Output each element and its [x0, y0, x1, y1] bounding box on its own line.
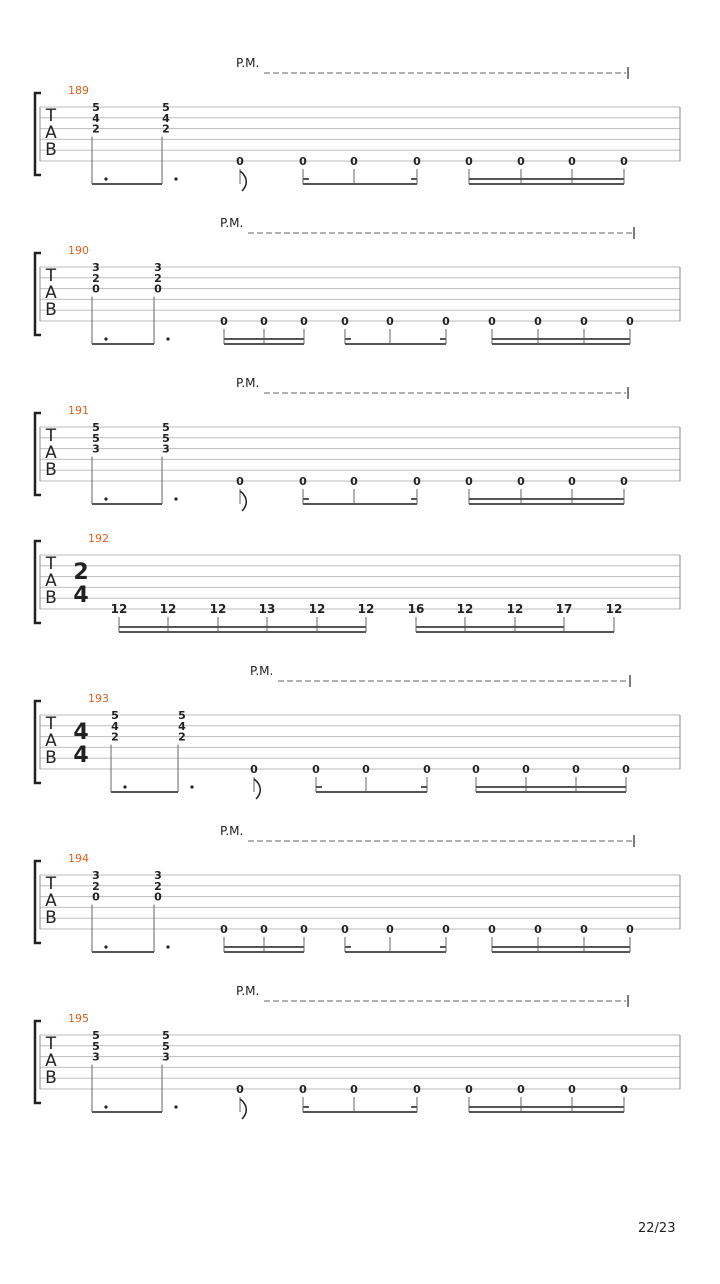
- note-fret: 0: [299, 1083, 307, 1096]
- tab-letter-a: A: [45, 891, 57, 911]
- tab-letter-b: B: [45, 588, 57, 608]
- palm-mute: [236, 376, 628, 399]
- tab-letter-b: B: [45, 140, 57, 160]
- tab-system-191: [35, 376, 680, 511]
- chord-fret: 5: [162, 1039, 170, 1053]
- measure-number: 195: [68, 1012, 89, 1025]
- tab-letter-t: T: [45, 874, 57, 894]
- eighth-flag: [240, 1099, 246, 1119]
- note: [350, 475, 358, 504]
- note-fret: 0: [299, 155, 307, 168]
- tab-letter-t: T: [45, 266, 57, 286]
- tab-system-189: [35, 56, 680, 191]
- note: [386, 923, 394, 952]
- chord-fret: 2: [92, 122, 100, 136]
- note-fret: 0: [442, 315, 450, 328]
- note: [350, 1083, 358, 1112]
- chord-fret: 3: [92, 869, 100, 882]
- palm-mute: [220, 216, 634, 239]
- chord: [92, 869, 100, 952]
- chord: [92, 1029, 100, 1112]
- palm-mute-label: P.M.: [236, 984, 260, 998]
- chord-fret: 2: [154, 879, 162, 893]
- note-fret: 0: [250, 763, 258, 776]
- note-fret: 0: [488, 315, 496, 328]
- note: [250, 763, 258, 792]
- chord-fret: 3: [162, 1050, 170, 1064]
- measure-number: 190: [68, 244, 89, 257]
- chord-fret: 5: [92, 1039, 100, 1053]
- note-fret: 0: [386, 923, 394, 936]
- chord: [162, 421, 170, 504]
- palm-mute-label: P.M.: [220, 824, 244, 838]
- note-fret: 0: [465, 475, 473, 488]
- page-number: 22/23: [638, 1221, 676, 1236]
- chord-fret: 3: [92, 442, 100, 456]
- note-fret: 12: [456, 602, 474, 616]
- tab-clef: [45, 426, 57, 480]
- dot: [166, 945, 169, 948]
- note-fret: 0: [220, 315, 228, 328]
- time-signature-top: 4: [73, 720, 89, 745]
- tab-letter-b: B: [45, 300, 57, 320]
- chord-fret: 3: [92, 261, 100, 274]
- dot: [104, 1105, 107, 1108]
- note-fret: 0: [312, 763, 320, 776]
- chord-fret: 0: [154, 890, 162, 904]
- note-fret: 0: [620, 475, 628, 488]
- chord-fret: 3: [92, 1050, 100, 1064]
- chord: [92, 261, 100, 344]
- note: [606, 602, 623, 632]
- note-fret: 0: [465, 1083, 473, 1096]
- note-fret: 0: [568, 1083, 576, 1096]
- time-signature-bottom: 4: [73, 583, 89, 608]
- chord: [178, 709, 186, 792]
- chord-fret: 2: [111, 730, 119, 744]
- dot: [104, 497, 107, 500]
- chord: [92, 101, 100, 184]
- note-fret: 0: [300, 315, 308, 328]
- measure-number: 189: [68, 84, 89, 97]
- chord-fret: 5: [162, 431, 170, 445]
- dot: [104, 177, 107, 180]
- tab-letter-a: A: [45, 731, 57, 751]
- tab-letter-t: T: [45, 714, 57, 734]
- palm-mute-label: P.M.: [236, 56, 260, 70]
- note-fret: 12: [159, 602, 177, 616]
- note-fret: 0: [236, 475, 244, 488]
- chord-fret: 5: [92, 1029, 100, 1042]
- note: [236, 1083, 244, 1112]
- note-fret: 0: [620, 1083, 628, 1096]
- note-fret: 0: [517, 475, 525, 488]
- time-signature-top: 2: [73, 560, 89, 585]
- chord-fret: 4: [111, 719, 119, 733]
- tab-letter-b: B: [45, 748, 57, 768]
- tab-letter-b: B: [45, 460, 57, 480]
- chord: [162, 1029, 170, 1112]
- time-signature: [73, 560, 88, 608]
- note-fret: 0: [300, 923, 308, 936]
- chord: [154, 869, 162, 952]
- note-fret: 0: [534, 315, 542, 328]
- chord-fret: 5: [92, 101, 100, 114]
- note-fret: 0: [580, 315, 588, 328]
- chord-fret: 2: [154, 271, 162, 285]
- chord-fret: 3: [162, 442, 170, 456]
- note-fret: 0: [350, 475, 358, 488]
- palm-mute-label: P.M.: [250, 664, 274, 678]
- dot: [174, 177, 177, 180]
- palm-mute: [236, 984, 628, 1007]
- palm-mute: [236, 56, 628, 79]
- chord-fret: 5: [162, 1029, 170, 1042]
- chord-fret: 5: [92, 431, 100, 445]
- chord-fret: 4: [162, 111, 170, 125]
- note-fret: 12: [209, 602, 227, 616]
- chord-fret: 2: [162, 122, 170, 136]
- chord-fret: 4: [178, 719, 186, 733]
- note-fret: 12: [357, 602, 375, 616]
- chord-fret: 2: [92, 271, 100, 285]
- note-fret: 0: [534, 923, 542, 936]
- chord: [92, 421, 100, 504]
- chord-fret: 5: [178, 709, 186, 722]
- note-fret: 0: [386, 315, 394, 328]
- note: [350, 155, 358, 184]
- tab-letter-b: B: [45, 908, 57, 928]
- dot: [123, 785, 126, 788]
- dot: [104, 945, 107, 948]
- tab-clef: [45, 874, 57, 928]
- note-fret: 0: [472, 763, 480, 776]
- chord-fret: 3: [154, 869, 162, 882]
- note: [236, 155, 244, 184]
- note-fret: 0: [626, 315, 634, 328]
- note-fret: 0: [517, 155, 525, 168]
- tab-letter-t: T: [45, 1034, 57, 1054]
- note-fret: 0: [580, 923, 588, 936]
- palm-mute: [220, 824, 634, 847]
- note-fret: 0: [522, 763, 530, 776]
- note-fret: 12: [110, 602, 128, 616]
- note-fret: 0: [622, 763, 630, 776]
- tab-clef: [45, 714, 57, 768]
- chord-fret: 2: [92, 879, 100, 893]
- palm-mute-label: P.M.: [236, 376, 260, 390]
- chord-fret: 5: [92, 421, 100, 434]
- note-fret: 0: [236, 1083, 244, 1096]
- tab-system-195: [35, 984, 680, 1119]
- note-fret: 13: [258, 602, 276, 616]
- chord-fret: 5: [162, 421, 170, 434]
- note: [362, 763, 370, 792]
- time-signature-bottom: 4: [73, 743, 89, 768]
- note-fret: 0: [341, 315, 349, 328]
- note-fret: 12: [308, 602, 326, 616]
- tab-letter-t: T: [45, 426, 57, 446]
- eighth-flag: [240, 491, 246, 511]
- note-fret: 0: [488, 923, 496, 936]
- note-fret: 0: [423, 763, 431, 776]
- note-fret: 0: [572, 763, 580, 776]
- tab-system-193: [35, 664, 680, 799]
- chord-fret: 4: [92, 111, 100, 125]
- time-signature: [73, 720, 88, 768]
- note-fret: 0: [568, 475, 576, 488]
- tab-system-194: [35, 824, 680, 952]
- tab-letter-a: A: [45, 571, 57, 591]
- eighth-flag: [240, 171, 246, 191]
- note-fret: 16: [407, 602, 425, 616]
- chord-fret: 2: [178, 730, 186, 744]
- note-fret: 0: [220, 923, 228, 936]
- tab-letter-a: A: [45, 1051, 57, 1071]
- dot: [104, 337, 107, 340]
- chord-fret: 0: [92, 890, 100, 904]
- chord-fret: 0: [92, 282, 100, 296]
- tab-clef: [45, 554, 57, 608]
- chord-fret: 0: [154, 282, 162, 296]
- chord-fret: 3: [154, 261, 162, 274]
- tab-letter-t: T: [45, 106, 57, 126]
- note-fret: 0: [442, 923, 450, 936]
- note-fret: 0: [362, 763, 370, 776]
- note-fret: 0: [413, 475, 421, 488]
- tab-letter-t: T: [45, 554, 57, 574]
- chord: [162, 101, 170, 184]
- chord: [154, 261, 162, 344]
- note-fret: 0: [517, 1083, 525, 1096]
- note-fret: 0: [413, 155, 421, 168]
- tab-system-190: [35, 216, 680, 344]
- chord-fret: 5: [162, 101, 170, 114]
- eighth-flag: [254, 779, 260, 799]
- note-fret: 0: [465, 155, 473, 168]
- dot: [174, 497, 177, 500]
- tab-letter-a: A: [45, 123, 57, 143]
- note-fret: 0: [236, 155, 244, 168]
- tab-letter-a: A: [45, 443, 57, 463]
- tab-clef: [45, 266, 57, 320]
- tab-clef: [45, 106, 57, 160]
- note-fret: 0: [626, 923, 634, 936]
- note-fret: 0: [350, 1083, 358, 1096]
- dot: [190, 785, 193, 788]
- tab-letter-a: A: [45, 283, 57, 303]
- note-fret: 0: [341, 923, 349, 936]
- tab-system-192: [35, 532, 680, 632]
- palm-mute: [250, 664, 630, 687]
- note-fret: 17: [555, 602, 573, 616]
- measure-number: 192: [88, 532, 109, 545]
- measure-number: 193: [88, 692, 109, 705]
- dot: [166, 337, 169, 340]
- palm-mute-label: P.M.: [220, 216, 244, 230]
- measure-number: 194: [68, 852, 89, 865]
- note: [236, 475, 244, 504]
- tab-clef: [45, 1034, 57, 1088]
- note-fret: 0: [350, 155, 358, 168]
- note-fret: 0: [413, 1083, 421, 1096]
- chord: [111, 709, 119, 792]
- note-fret: 12: [605, 602, 623, 616]
- note-fret: 0: [568, 155, 576, 168]
- note-fret: 12: [506, 602, 524, 616]
- note-fret: 0: [299, 475, 307, 488]
- note-fret: 0: [620, 155, 628, 168]
- dot: [174, 1105, 177, 1108]
- note-fret: 0: [260, 923, 268, 936]
- measure-number: 191: [68, 404, 89, 417]
- chord-fret: 5: [111, 709, 119, 722]
- note-fret: 0: [260, 315, 268, 328]
- note: [386, 315, 394, 344]
- tab-letter-b: B: [45, 1068, 57, 1088]
